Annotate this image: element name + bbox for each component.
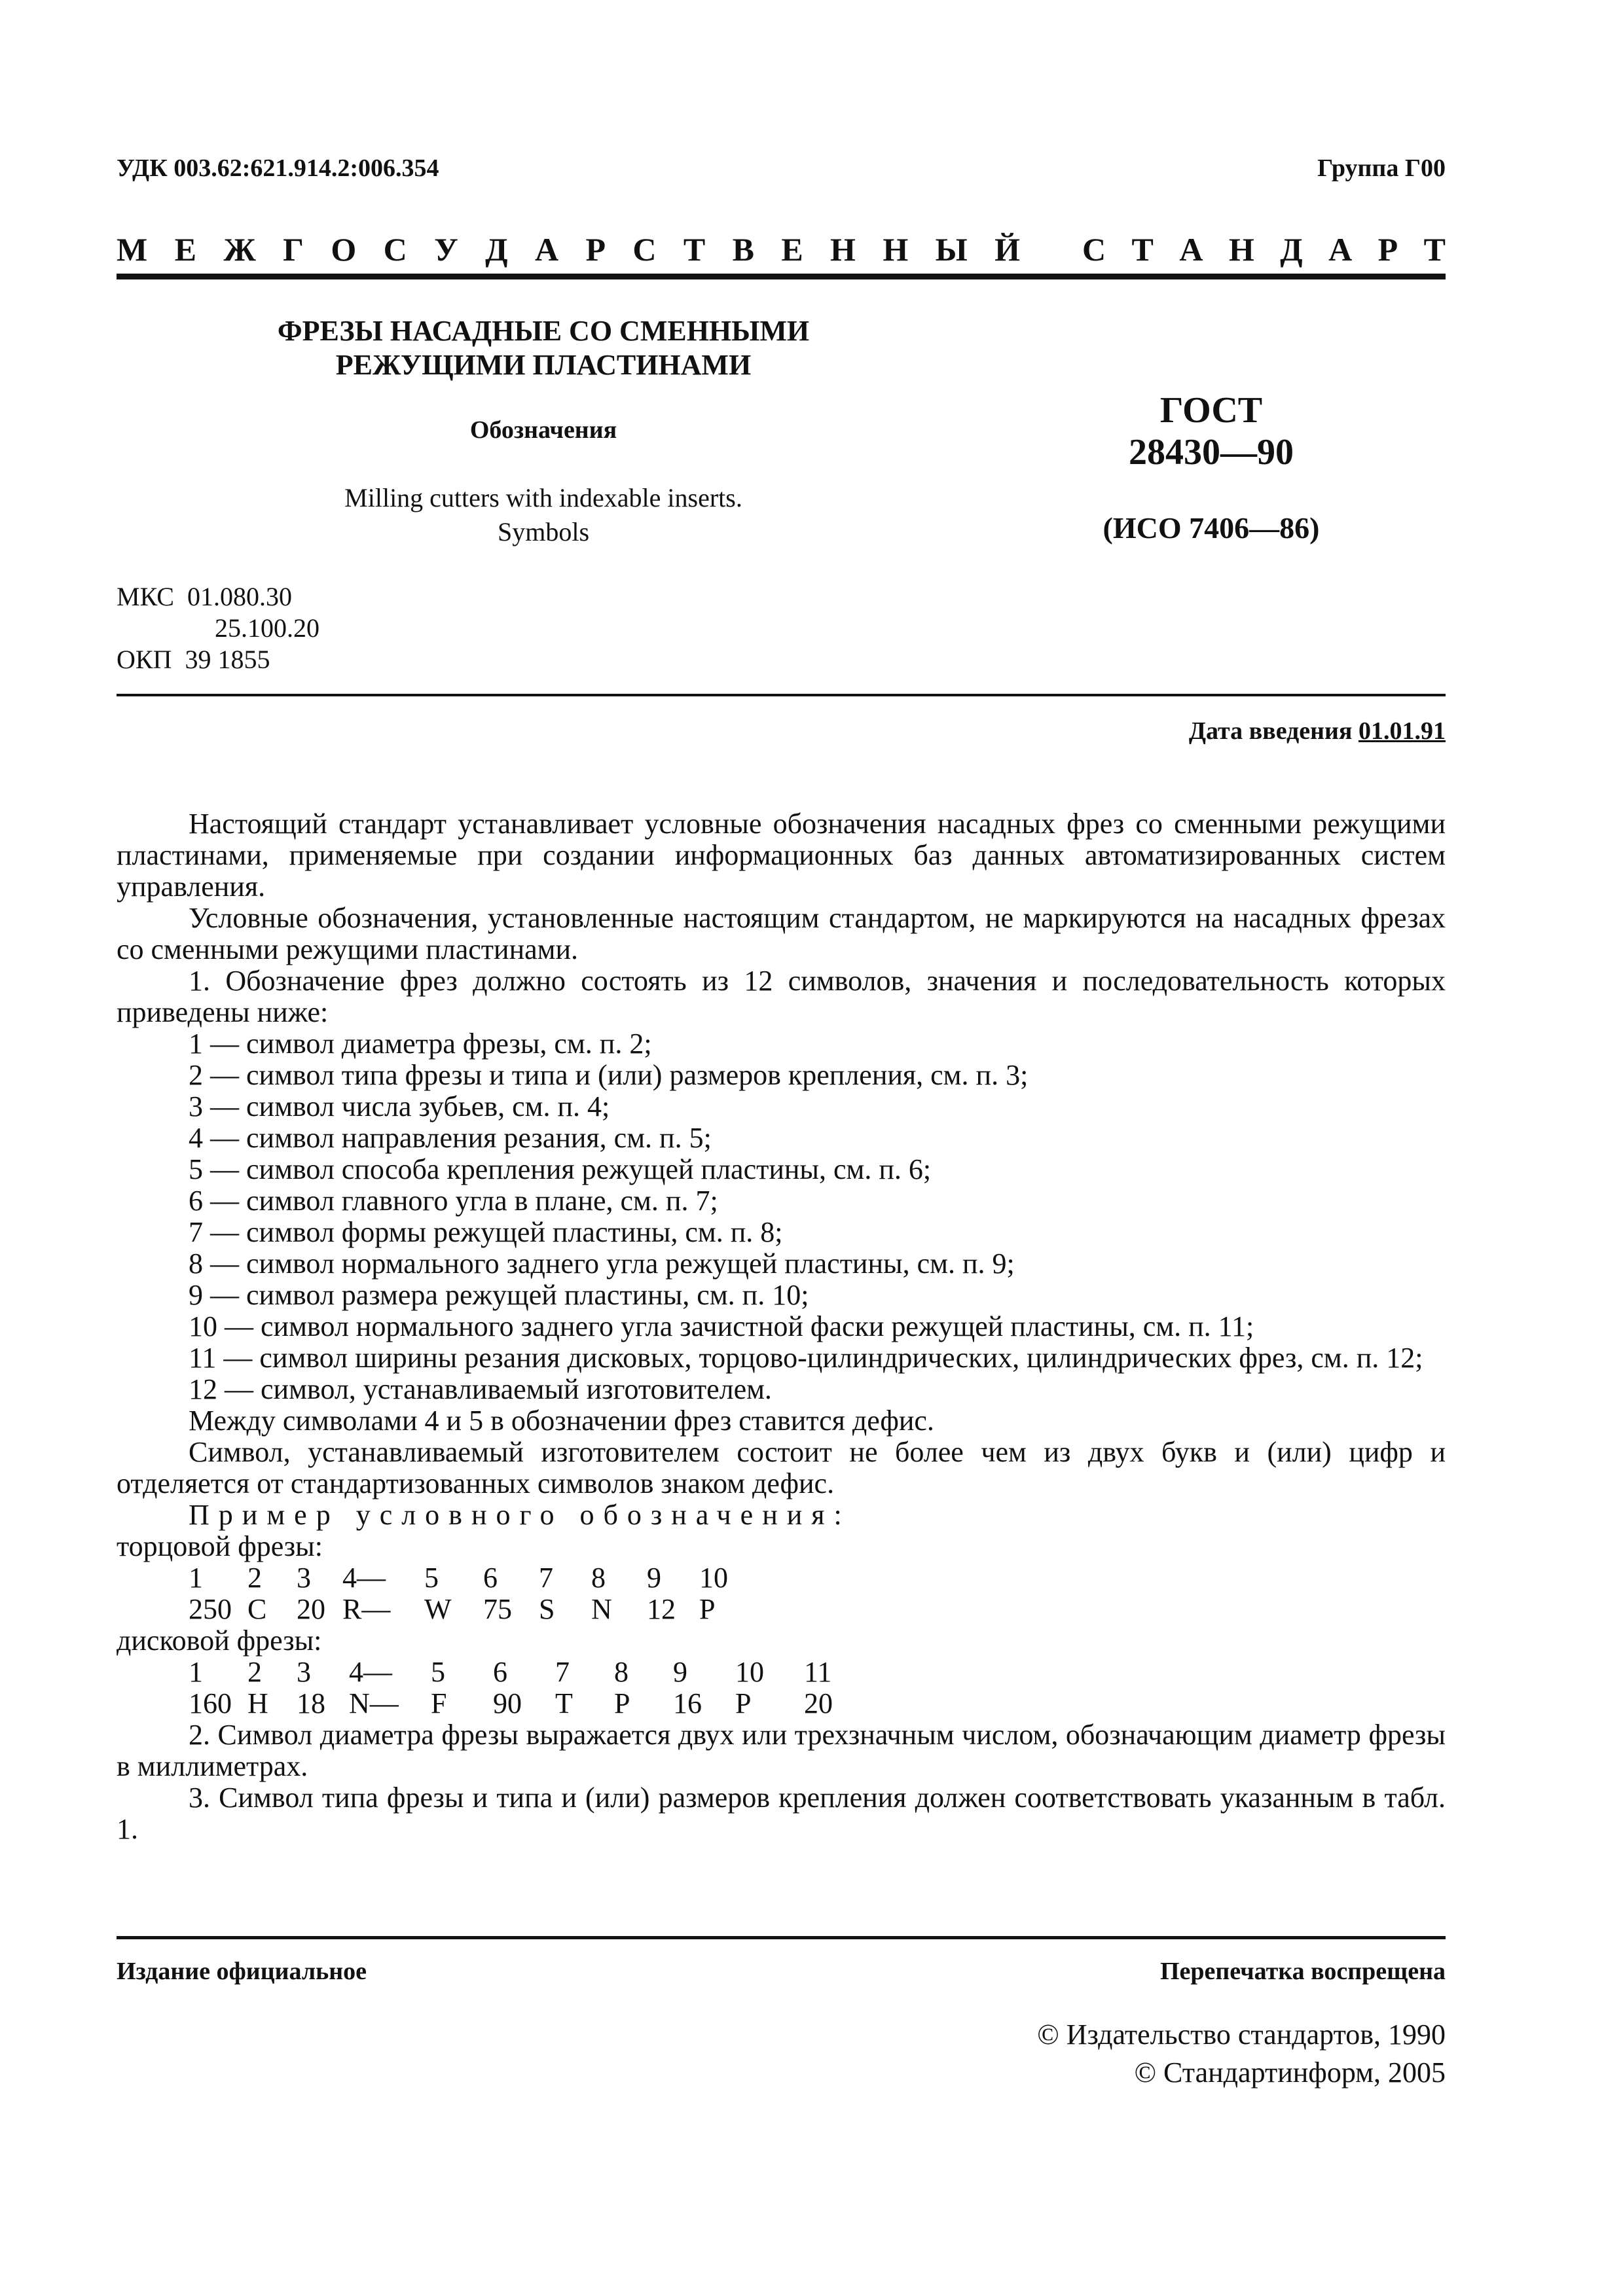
banner-letter: Н <box>1228 231 1254 268</box>
document-title <box>242 314 845 382</box>
symbol-cell: 4— <box>342 1562 386 1594</box>
symbol-cell: N— <box>349 1687 399 1719</box>
symbol-cell: 20 <box>804 1687 833 1719</box>
symbol-cell: 2 <box>247 1656 262 1688</box>
symbol-cell: 5 <box>424 1562 439 1594</box>
symbol-list-item: 6 — символ главного угла в плане, см. п. 7; <box>189 1185 718 1217</box>
english-title-line-1: Milling cutters with indexable inserts. <box>344 483 742 512</box>
symbol-list-item: 10 — символ нормального заднего угла зачистной фаски режущей пластины, см. п. 11; <box>189 1310 1254 1342</box>
symbol-cell: 16 <box>673 1687 702 1719</box>
symbol-list-item: 4 — символ направления резания, см. п. 5; <box>189 1122 712 1154</box>
symbol-cell: 10 <box>699 1562 728 1594</box>
okp-code: 39 1855 <box>185 645 270 674</box>
symbol-list-item: 8 — символ нормального заднего угла режущей пластины, см. п. 9; <box>189 1247 1015 1280</box>
mks-code-2: 25.100.20 <box>215 613 319 643</box>
paragraph-marking: Условные обозначения, установленные настоящим стандартом, не маркируются на насадных фрезах со сменными режущими пластинами. <box>117 902 1446 965</box>
banner-letter: Д <box>1280 231 1303 268</box>
title-line-2: РЕЖУЩИМИ ПЛАСТИНАМИ <box>335 349 752 381</box>
banner-letter: Р <box>1377 231 1398 268</box>
copyright-block <box>1037 2016 1446 2092</box>
gost-label: ГОСТ <box>1159 390 1263 431</box>
paragraph-intro: Настоящий стандарт устанавливает условные обозначения насадных фрез со сменными режущими пластинами, применяемые при создании информационных баз данных автоматизированных систем управления. <box>117 808 1446 903</box>
copyright-2005: © Стандартинформ, 2005 <box>1134 2056 1446 2089</box>
classification-codes <box>117 581 319 675</box>
symbol-cell: 2 <box>247 1562 262 1594</box>
banner-word-standard <box>1082 230 1446 268</box>
paragraph-clause-1: 1. Обозначение фрез должно состоять из 12 символов, значения и последовательность которых приведены ниже: <box>117 965 1446 1028</box>
symbol-cell: 18 <box>297 1687 325 1719</box>
gost-number: 28430—90 <box>1129 432 1294 473</box>
copyright-1990: © Издательство стандартов, 1990 <box>1037 2018 1446 2051</box>
symbol-cell: S <box>539 1593 555 1625</box>
effective-date-label: Дата введения <box>1188 717 1353 745</box>
disc-mill-label: дисковой фрезы: <box>117 1624 322 1657</box>
symbol-cell: 3 <box>297 1562 311 1594</box>
title-line-1: ФРЕЗЫ НАСАДНЫЕ СО СМЕННЫМИ <box>277 315 810 347</box>
symbol-cell: 1 <box>189 1656 203 1688</box>
symbol-cell: 10 <box>735 1656 764 1688</box>
paragraph-hyphen: Между символами 4 и 5 в обозначении фрез ставится дефис. <box>189 1405 934 1437</box>
paragraph-manufacturer-symbol: Символ, устанавливаемый изготовителем состоит не более чем из двух букв и (или) цифр и отделяется от стандартизованных символов знаком дефис. <box>117 1436 1446 1499</box>
okp-label: ОКП <box>117 645 172 674</box>
official-edition: Издание официальное <box>117 1958 367 1985</box>
banner-letter: Г <box>283 231 304 268</box>
standard-banner <box>117 230 1446 268</box>
symbol-cell: 5 <box>431 1656 445 1688</box>
symbol-cell: P <box>614 1687 630 1719</box>
symbol-list-item: 1 — символ диаметра фрезы, см. п. 2; <box>189 1028 652 1060</box>
disc-mill-positions <box>117 1657 1446 1688</box>
symbol-cell: 6 <box>483 1562 498 1594</box>
symbol-cell: 7 <box>539 1562 553 1594</box>
banner-letter: С <box>1082 231 1106 268</box>
symbol-list-item: 7 — символ формы режущей пластины, см. п. 8; <box>189 1216 783 1248</box>
english-title <box>242 481 845 549</box>
symbol-cell: R— <box>342 1593 391 1625</box>
banner-letter: Е <box>781 231 803 268</box>
codes-rule <box>117 694 1446 696</box>
symbol-cell: F <box>431 1687 447 1719</box>
symbol-cell: 12 <box>647 1593 676 1625</box>
banner-letter: Ы <box>935 231 968 268</box>
document-subtitle: Обозначения <box>469 416 617 444</box>
paragraph-clause-2: 2. Символ диаметра фрезы выражается двух или трехзначным числом, обозначающим диаметр фрезы в миллиметрах. <box>117 1719 1446 1782</box>
symbol-list-item: 2 — символ типа фрезы и типа и (или) размеров крепления, см. п. 3; <box>189 1059 1029 1091</box>
banner-letter: Р <box>585 231 606 268</box>
symbol-list-item: 5 — символ способа крепления режущей пластины, см. п. 6; <box>189 1153 932 1185</box>
symbol-list-item: 11 — символ ширины резания дисковых, торцово-цилиндрических, цилиндрических фрез, см. п. 12; <box>189 1342 1423 1374</box>
banner-letter: А <box>1179 231 1203 268</box>
symbol-cell: 7 <box>555 1656 570 1688</box>
footer-rule <box>117 1936 1446 1939</box>
effective-date-value: 01.01.91 <box>1359 717 1446 745</box>
udk-code: УДК 003.62:621.914.2:006.354 <box>117 154 439 182</box>
symbol-cell: H <box>247 1687 268 1719</box>
symbol-cell: 8 <box>591 1562 606 1594</box>
banner-letter: О <box>331 231 357 268</box>
symbol-cell: 20 <box>297 1593 325 1625</box>
symbol-cell: P <box>735 1687 752 1719</box>
banner-letter: Й <box>994 231 1020 268</box>
symbol-cell: 11 <box>804 1656 832 1688</box>
banner-letter: Н <box>830 231 856 268</box>
banner-letter: Д <box>485 231 508 268</box>
group-code: Группа Г00 <box>1317 154 1446 182</box>
symbol-list <box>117 1028 1446 1405</box>
symbol-cell: P <box>699 1593 716 1625</box>
symbol-list-item: 9 — символ размера режущей пластины, см. п. 10; <box>189 1279 809 1311</box>
paragraph-clause-3: 3. Символ типа фрезы и типа и (или) размеров крепления должен соответствовать указанным в табл. 1. <box>117 1782 1446 1845</box>
banner-letter: А <box>534 231 559 268</box>
reprint-forbidden: Перепечатка воспрещена <box>1159 1958 1446 1985</box>
symbol-cell: N <box>591 1593 612 1625</box>
banner-letter: У <box>434 231 458 268</box>
face-mill-symbols <box>117 1594 1446 1625</box>
symbol-list-item: 12 — символ, устанавливаемый изготовителем. <box>189 1373 772 1405</box>
symbol-cell: 90 <box>493 1687 522 1719</box>
symbol-cell: 3 <box>297 1656 311 1688</box>
symbol-cell: 8 <box>614 1656 629 1688</box>
symbol-cell: 6 <box>493 1656 507 1688</box>
symbol-cell: 9 <box>647 1562 661 1594</box>
banner-letter: Н <box>883 231 909 268</box>
symbol-cell: 9 <box>673 1656 687 1688</box>
symbol-cell: W <box>424 1593 452 1625</box>
symbol-cell: 75 <box>483 1593 512 1625</box>
mks-code-1: 01.080.30 <box>187 582 292 611</box>
symbol-cell: 1 <box>189 1562 203 1594</box>
face-mill-label: торцовой фрезы: <box>117 1530 323 1562</box>
banner-letter: Т <box>683 231 706 268</box>
symbol-cell: 160 <box>189 1687 232 1719</box>
banner-letter: Е <box>174 231 196 268</box>
symbol-cell: T <box>555 1687 573 1719</box>
banner-letter: М <box>117 231 148 268</box>
symbol-list-item: 3 — символ числа зубьев, см. п. 4; <box>189 1090 610 1122</box>
banner-letter: Ж <box>223 231 256 268</box>
banner-letter: Т <box>1131 231 1154 268</box>
example-heading: Пример условного обозначения: <box>189 1499 851 1531</box>
symbol-cell: C <box>247 1593 267 1625</box>
header-rule <box>117 274 1446 279</box>
banner-letter: В <box>732 231 754 268</box>
effective-date <box>1189 717 1446 745</box>
banner-letter: С <box>383 231 407 268</box>
document-body <box>117 808 1446 1845</box>
symbol-cell: 250 <box>189 1593 232 1625</box>
face-mill-positions <box>117 1562 1446 1594</box>
iso-reference: (ИСО 7406—86) <box>1103 511 1320 545</box>
banner-word-interstate <box>117 230 1020 268</box>
disc-mill-symbols <box>117 1688 1446 1719</box>
mks-label: МКС <box>117 582 174 611</box>
banner-letter: А <box>1328 231 1353 268</box>
symbol-cell: 4— <box>349 1656 392 1688</box>
banner-letter: Т <box>1423 231 1446 268</box>
english-title-line-2: Symbols <box>497 517 590 547</box>
gost-designation <box>1021 389 1401 473</box>
banner-letter: С <box>632 231 657 268</box>
